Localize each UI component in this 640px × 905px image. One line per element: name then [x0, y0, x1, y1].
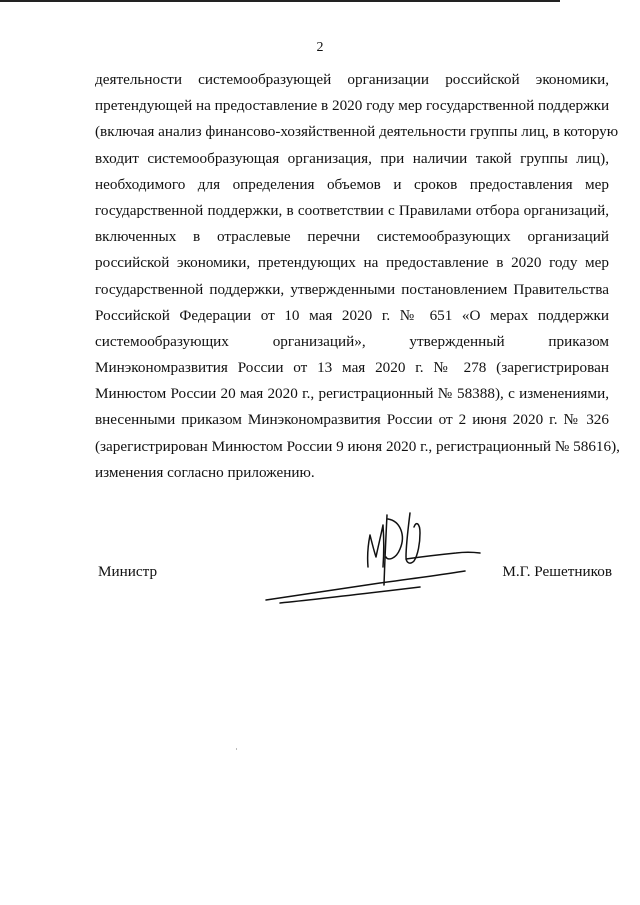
- signatory-name: М.Г. Решетников: [502, 563, 612, 580]
- body-line: Российской Федерации от 10 мая 2020 г. № 651 «О мерах поддержки: [95, 306, 609, 324]
- body-line: входит системообразующая организация, при наличии такой группы лиц),: [95, 149, 609, 167]
- body-line: Минюстом России 20 мая 2020 г., регистрационный № 58388), с изменениями,: [95, 385, 609, 403]
- body-line-last: изменения согласно приложению.: [95, 463, 315, 481]
- scan-speck: [236, 748, 237, 750]
- document-body: [95, 67, 620, 486]
- body-line: российской экономики, претендующих на предоставление в 2020 году мер: [95, 254, 609, 272]
- body-line: государственной поддержки, утвержденными постановлением Правительства: [95, 280, 609, 298]
- body-line: государственной поддержки, в соответствии с Правилами отбора организаций,: [95, 201, 609, 219]
- body-line: (включая анализ финансово-хозяйственной деятельности группы лиц, в которую: [95, 123, 619, 141]
- body-line: (зарегистрирован Минюстом России 9 июня 2020 г., регистрационный № 58616),: [95, 437, 620, 455]
- signatory-title: Министр: [98, 563, 158, 580]
- top-border-rule: [0, 0, 560, 2]
- body-line: внесенными приказом Минэкономразвития России от 2 июня 2020 г. № 326: [95, 411, 609, 429]
- body-line: Минэкономразвития России от 13 мая 2020 г. № 278 (зарегистрирован: [95, 359, 609, 377]
- handwritten-signature: [260, 505, 490, 610]
- body-line: включенных в отраслевые перечни системообразующих организаций: [95, 228, 609, 246]
- body-line: претендующей на предоставление в 2020 году мер государственной поддержки: [95, 97, 610, 115]
- body-line: необходимого для определения объемов и сроков предоставления мер: [95, 175, 609, 193]
- body-line: деятельности системообразующей организации российской экономики,: [95, 71, 609, 88]
- body-line: системообразующих организаций», утвержденный приказом: [95, 332, 609, 350]
- page-number: 2: [316, 40, 324, 55]
